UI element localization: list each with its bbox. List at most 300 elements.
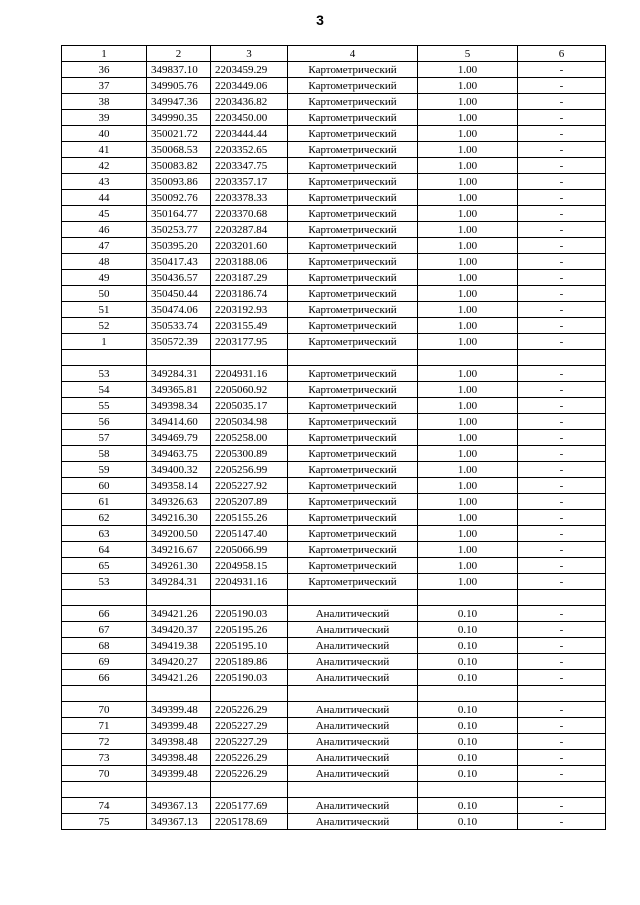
cell-accuracy: 1.00 <box>418 462 518 478</box>
cell-description: - <box>518 190 606 206</box>
cell-y-coordinate: 2205155.26 <box>211 510 288 526</box>
cell-method: Картометрический <box>288 126 418 142</box>
cell-point-number: 63 <box>62 526 147 542</box>
cell-x-coordinate: 350083.82 <box>147 158 211 174</box>
cell-y-coordinate: 2203450.00 <box>211 110 288 126</box>
cell-description: - <box>518 206 606 222</box>
cell-y-coordinate: 2203177.95 <box>211 334 288 350</box>
cell-point-number: 39 <box>62 110 147 126</box>
cell-point-number: 36 <box>62 62 147 78</box>
cell-point-number: 60 <box>62 478 147 494</box>
cell-accuracy: 0.10 <box>418 798 518 814</box>
table-row <box>62 446 606 462</box>
cell-accuracy <box>418 782 518 798</box>
cell-y-coordinate: 2203357.17 <box>211 174 288 190</box>
cell-point-number: 53 <box>62 366 147 382</box>
cell-x-coordinate: 350021.72 <box>147 126 211 142</box>
cell-description: - <box>518 574 606 590</box>
cell-accuracy: 1.00 <box>418 158 518 174</box>
cell-point-number: 67 <box>62 622 147 638</box>
cell-description: - <box>518 94 606 110</box>
cell-accuracy: 0.10 <box>418 654 518 670</box>
cell-point-number: 44 <box>62 190 147 206</box>
cell-method <box>288 782 418 798</box>
cell-y-coordinate: 2203370.68 <box>211 206 288 222</box>
cell-accuracy: 1.00 <box>418 222 518 238</box>
cell-accuracy: 0.10 <box>418 718 518 734</box>
cell-x-coordinate: 349469.79 <box>147 430 211 446</box>
table-row <box>62 750 606 766</box>
cell-y-coordinate: 2205226.29 <box>211 750 288 766</box>
cell-y-coordinate: 2205207.89 <box>211 494 288 510</box>
cell-y-coordinate: 2205189.86 <box>211 654 288 670</box>
cell-method: Картометрический <box>288 414 418 430</box>
cell-x-coordinate: 349420.37 <box>147 622 211 638</box>
cell-description: - <box>518 222 606 238</box>
cell-description: - <box>518 366 606 382</box>
cell-x-coordinate: 349358.14 <box>147 478 211 494</box>
cell-point-number: 49 <box>62 270 147 286</box>
table-row <box>62 686 606 702</box>
cell-x-coordinate: 349398.48 <box>147 734 211 750</box>
table-row <box>62 782 606 798</box>
cell-y-coordinate: 2205035.17 <box>211 398 288 414</box>
cell-description: - <box>518 526 606 542</box>
cell-description: - <box>518 414 606 430</box>
cell-method: Аналитический <box>288 670 418 686</box>
cell-description: - <box>518 462 606 478</box>
cell-description: - <box>518 542 606 558</box>
cell-y-coordinate: 2205227.92 <box>211 478 288 494</box>
cell-method: Картометрический <box>288 334 418 350</box>
cell-x-coordinate: 349398.34 <box>147 398 211 414</box>
column-header-description: 6 <box>518 46 606 62</box>
cell-method: Картометрический <box>288 574 418 590</box>
coordinates-table <box>61 45 606 830</box>
cell-y-coordinate: 2203449.06 <box>211 78 288 94</box>
cell-y-coordinate: 2203352.65 <box>211 142 288 158</box>
cell-x-coordinate <box>147 782 211 798</box>
cell-description: - <box>518 430 606 446</box>
cell-method: Картометрический <box>288 94 418 110</box>
cell-description: - <box>518 286 606 302</box>
table-row <box>62 190 606 206</box>
cell-method: Картометрический <box>288 286 418 302</box>
cell-y-coordinate <box>211 590 288 606</box>
cell-point-number: 42 <box>62 158 147 174</box>
cell-description: - <box>518 398 606 414</box>
cell-point-number: 61 <box>62 494 147 510</box>
cell-y-coordinate <box>211 782 288 798</box>
cell-point-number: 62 <box>62 510 147 526</box>
cell-y-coordinate: 2205190.03 <box>211 670 288 686</box>
table-row <box>62 430 606 446</box>
cell-description: - <box>518 734 606 750</box>
table-row <box>62 398 606 414</box>
cell-y-coordinate: 2203444.44 <box>211 126 288 142</box>
cell-x-coordinate: 349261.30 <box>147 558 211 574</box>
cell-y-coordinate: 2205300.89 <box>211 446 288 462</box>
cell-point-number: 50 <box>62 286 147 302</box>
cell-description: - <box>518 494 606 510</box>
cell-description <box>518 782 606 798</box>
cell-accuracy: 1.00 <box>418 334 518 350</box>
cell-description: - <box>518 270 606 286</box>
cell-method: Картометрический <box>288 478 418 494</box>
cell-method: Картометрический <box>288 510 418 526</box>
cell-accuracy: 1.00 <box>418 430 518 446</box>
cell-method: Картометрический <box>288 382 418 398</box>
cell-x-coordinate: 349420.27 <box>147 654 211 670</box>
cell-x-coordinate: 349463.75 <box>147 446 211 462</box>
cell-point-number: 70 <box>62 702 147 718</box>
column-header-accuracy: 5 <box>418 46 518 62</box>
table-row <box>62 590 606 606</box>
table-row <box>62 318 606 334</box>
cell-x-coordinate: 349216.30 <box>147 510 211 526</box>
cell-description: - <box>518 302 606 318</box>
table-row <box>62 254 606 270</box>
cell-method: Аналитический <box>288 638 418 654</box>
cell-point-number: 58 <box>62 446 147 462</box>
cell-accuracy: 1.00 <box>418 142 518 158</box>
cell-description: - <box>518 766 606 782</box>
cell-method: Картометрический <box>288 222 418 238</box>
cell-description: - <box>518 718 606 734</box>
cell-accuracy: 1.00 <box>418 510 518 526</box>
cell-method: Аналитический <box>288 702 418 718</box>
cell-y-coordinate: 2203187.29 <box>211 270 288 286</box>
table-row <box>62 206 606 222</box>
cell-y-coordinate <box>211 686 288 702</box>
cell-y-coordinate: 2203186.74 <box>211 286 288 302</box>
table-row <box>62 78 606 94</box>
cell-accuracy: 1.00 <box>418 254 518 270</box>
table-row <box>62 670 606 686</box>
cell-point-number: 52 <box>62 318 147 334</box>
cell-x-coordinate: 349400.32 <box>147 462 211 478</box>
cell-y-coordinate: 2203155.49 <box>211 318 288 334</box>
cell-x-coordinate: 349421.26 <box>147 606 211 622</box>
cell-x-coordinate <box>147 590 211 606</box>
cell-y-coordinate: 2203378.33 <box>211 190 288 206</box>
cell-y-coordinate: 2205258.00 <box>211 430 288 446</box>
cell-x-coordinate: 349398.48 <box>147 750 211 766</box>
cell-accuracy: 1.00 <box>418 478 518 494</box>
cell-accuracy: 0.10 <box>418 638 518 654</box>
table-row <box>62 478 606 494</box>
cell-point-number: 66 <box>62 670 147 686</box>
table-row <box>62 718 606 734</box>
cell-accuracy: 1.00 <box>418 238 518 254</box>
cell-x-coordinate: 349905.76 <box>147 78 211 94</box>
cell-x-coordinate: 350417.43 <box>147 254 211 270</box>
cell-point-number: 47 <box>62 238 147 254</box>
table-row <box>62 654 606 670</box>
cell-y-coordinate: 2204931.16 <box>211 366 288 382</box>
cell-description: - <box>518 238 606 254</box>
table-row <box>62 622 606 638</box>
cell-accuracy: 1.00 <box>418 382 518 398</box>
table-row <box>62 558 606 574</box>
cell-method: Картометрический <box>288 78 418 94</box>
cell-x-coordinate: 350450.44 <box>147 286 211 302</box>
cell-x-coordinate: 349399.48 <box>147 702 211 718</box>
cell-x-coordinate: 349947.36 <box>147 94 211 110</box>
cell-point-number: 43 <box>62 174 147 190</box>
cell-description: - <box>518 558 606 574</box>
cell-y-coordinate: 2205227.29 <box>211 718 288 734</box>
cell-y-coordinate: 2205256.99 <box>211 462 288 478</box>
cell-x-coordinate: 349837.10 <box>147 62 211 78</box>
table-row <box>62 462 606 478</box>
cell-description: - <box>518 702 606 718</box>
table-row <box>62 286 606 302</box>
cell-y-coordinate: 2203459.29 <box>211 62 288 78</box>
cell-accuracy: 1.00 <box>418 558 518 574</box>
cell-accuracy: 1.00 <box>418 110 518 126</box>
cell-method: Картометрический <box>288 318 418 334</box>
cell-x-coordinate: 349367.13 <box>147 814 211 830</box>
cell-method: Картометрический <box>288 142 418 158</box>
cell-accuracy: 1.00 <box>418 446 518 462</box>
cell-method: Картометрический <box>288 254 418 270</box>
cell-method: Аналитический <box>288 654 418 670</box>
table-row <box>62 238 606 254</box>
cell-y-coordinate: 2205195.26 <box>211 622 288 638</box>
cell-x-coordinate: 349284.31 <box>147 366 211 382</box>
cell-point-number: 64 <box>62 542 147 558</box>
cell-y-coordinate: 2205195.10 <box>211 638 288 654</box>
cell-method <box>288 350 418 366</box>
cell-accuracy: 1.00 <box>418 574 518 590</box>
table-row <box>62 222 606 238</box>
cell-method: Аналитический <box>288 814 418 830</box>
cell-accuracy: 1.00 <box>418 286 518 302</box>
cell-accuracy: 0.10 <box>418 814 518 830</box>
cell-description <box>518 686 606 702</box>
cell-accuracy: 1.00 <box>418 126 518 142</box>
cell-description: - <box>518 334 606 350</box>
cell-description: - <box>518 158 606 174</box>
cell-description: - <box>518 750 606 766</box>
cell-point-number: 1 <box>62 334 147 350</box>
cell-method: Картометрический <box>288 430 418 446</box>
cell-description: - <box>518 638 606 654</box>
table-row <box>62 798 606 814</box>
cell-y-coordinate: 2203287.84 <box>211 222 288 238</box>
cell-description: - <box>518 382 606 398</box>
cell-point-number: 65 <box>62 558 147 574</box>
cell-description: - <box>518 606 606 622</box>
table-row <box>62 734 606 750</box>
table-body <box>62 62 606 830</box>
column-header-x: 2 <box>147 46 211 62</box>
cell-accuracy: 1.00 <box>418 414 518 430</box>
cell-x-coordinate: 349419.38 <box>147 638 211 654</box>
cell-accuracy <box>418 590 518 606</box>
cell-description: - <box>518 254 606 270</box>
cell-y-coordinate: 2204958.15 <box>211 558 288 574</box>
cell-method <box>288 590 418 606</box>
cell-accuracy: 0.10 <box>418 606 518 622</box>
cell-accuracy: 1.00 <box>418 206 518 222</box>
cell-method: Картометрический <box>288 174 418 190</box>
cell-point-number: 72 <box>62 734 147 750</box>
cell-description: - <box>518 142 606 158</box>
cell-point-number: 45 <box>62 206 147 222</box>
cell-accuracy: 1.00 <box>418 174 518 190</box>
cell-accuracy: 1.00 <box>418 366 518 382</box>
cell-point-number <box>62 782 147 798</box>
cell-accuracy: 1.00 <box>418 190 518 206</box>
cell-x-coordinate: 349990.35 <box>147 110 211 126</box>
table-row <box>62 414 606 430</box>
cell-point-number <box>62 590 147 606</box>
cell-point-number: 69 <box>62 654 147 670</box>
cell-point-number: 68 <box>62 638 147 654</box>
cell-method: Картометрический <box>288 446 418 462</box>
cell-accuracy: 1.00 <box>418 302 518 318</box>
cell-accuracy: 1.00 <box>418 62 518 78</box>
cell-accuracy: 0.10 <box>418 670 518 686</box>
cell-description: - <box>518 622 606 638</box>
cell-y-coordinate: 2203201.60 <box>211 238 288 254</box>
cell-description: - <box>518 670 606 686</box>
cell-accuracy: 0.10 <box>418 734 518 750</box>
cell-accuracy: 1.00 <box>418 78 518 94</box>
cell-description: - <box>518 478 606 494</box>
table-row <box>62 542 606 558</box>
table-row <box>62 510 606 526</box>
cell-method: Картометрический <box>288 190 418 206</box>
cell-point-number: 48 <box>62 254 147 270</box>
cell-x-coordinate: 349326.63 <box>147 494 211 510</box>
cell-description: - <box>518 446 606 462</box>
table-row <box>62 814 606 830</box>
cell-accuracy: 1.00 <box>418 494 518 510</box>
table-row <box>62 302 606 318</box>
cell-description: - <box>518 510 606 526</box>
cell-method: Картометрический <box>288 366 418 382</box>
cell-x-coordinate: 350068.53 <box>147 142 211 158</box>
cell-description: - <box>518 174 606 190</box>
cell-method: Картометрический <box>288 62 418 78</box>
cell-y-coordinate: 2204931.16 <box>211 574 288 590</box>
cell-point-number: 54 <box>62 382 147 398</box>
table-row <box>62 638 606 654</box>
cell-x-coordinate: 350164.77 <box>147 206 211 222</box>
cell-y-coordinate: 2205190.03 <box>211 606 288 622</box>
cell-point-number: 57 <box>62 430 147 446</box>
cell-method: Аналитический <box>288 766 418 782</box>
cell-x-coordinate <box>147 350 211 366</box>
cell-x-coordinate: 350436.57 <box>147 270 211 286</box>
cell-accuracy: 1.00 <box>418 542 518 558</box>
cell-description: - <box>518 110 606 126</box>
cell-accuracy: 1.00 <box>418 526 518 542</box>
cell-method: Картометрический <box>288 110 418 126</box>
table-row <box>62 574 606 590</box>
column-header-point-number: 1 <box>62 46 147 62</box>
cell-point-number: 41 <box>62 142 147 158</box>
cell-point-number: 56 <box>62 414 147 430</box>
table-row <box>62 270 606 286</box>
cell-y-coordinate: 2205227.29 <box>211 734 288 750</box>
cell-method: Картометрический <box>288 462 418 478</box>
cell-point-number: 40 <box>62 126 147 142</box>
cell-accuracy: 1.00 <box>418 270 518 286</box>
cell-method: Картометрический <box>288 494 418 510</box>
cell-point-number <box>62 686 147 702</box>
cell-method: Картометрический <box>288 558 418 574</box>
column-header-method: 4 <box>288 46 418 62</box>
cell-method: Картометрический <box>288 158 418 174</box>
cell-y-coordinate: 2205178.69 <box>211 814 288 830</box>
table-row <box>62 350 606 366</box>
cell-point-number: 71 <box>62 718 147 734</box>
column-header-y: 3 <box>211 46 288 62</box>
cell-accuracy: 0.10 <box>418 622 518 638</box>
cell-description: - <box>518 814 606 830</box>
cell-point-number: 73 <box>62 750 147 766</box>
cell-method: Картометрический <box>288 526 418 542</box>
cell-method: Аналитический <box>288 718 418 734</box>
cell-method <box>288 686 418 702</box>
cell-point-number: 66 <box>62 606 147 622</box>
cell-description <box>518 350 606 366</box>
cell-y-coordinate: 2203188.06 <box>211 254 288 270</box>
cell-x-coordinate: 349399.48 <box>147 766 211 782</box>
cell-method: Аналитический <box>288 798 418 814</box>
cell-y-coordinate: 2205034.98 <box>211 414 288 430</box>
table-row <box>62 110 606 126</box>
cell-y-coordinate: 2203436.82 <box>211 94 288 110</box>
cell-point-number <box>62 350 147 366</box>
cell-y-coordinate: 2205226.29 <box>211 702 288 718</box>
table-row <box>62 62 606 78</box>
cell-method: Аналитический <box>288 622 418 638</box>
table-row <box>62 94 606 110</box>
cell-method: Картометрический <box>288 302 418 318</box>
table-row <box>62 158 606 174</box>
cell-accuracy <box>418 686 518 702</box>
table-row <box>62 366 606 382</box>
cell-point-number: 59 <box>62 462 147 478</box>
cell-point-number: 53 <box>62 574 147 590</box>
cell-y-coordinate: 2205147.40 <box>211 526 288 542</box>
cell-description <box>518 590 606 606</box>
table-row <box>62 494 606 510</box>
table-row <box>62 702 606 718</box>
cell-accuracy: 1.00 <box>418 94 518 110</box>
table-row <box>62 382 606 398</box>
cell-x-coordinate: 349365.81 <box>147 382 211 398</box>
cell-x-coordinate <box>147 686 211 702</box>
cell-point-number: 70 <box>62 766 147 782</box>
cell-accuracy: 0.10 <box>418 702 518 718</box>
cell-method: Аналитический <box>288 734 418 750</box>
table-header-row <box>62 46 606 62</box>
cell-point-number: 51 <box>62 302 147 318</box>
cell-method: Картометрический <box>288 398 418 414</box>
cell-method: Аналитический <box>288 750 418 766</box>
cell-method: Аналитический <box>288 606 418 622</box>
cell-y-coordinate: 2205226.29 <box>211 766 288 782</box>
cell-x-coordinate: 349284.31 <box>147 574 211 590</box>
cell-x-coordinate: 349200.50 <box>147 526 211 542</box>
table-row <box>62 526 606 542</box>
